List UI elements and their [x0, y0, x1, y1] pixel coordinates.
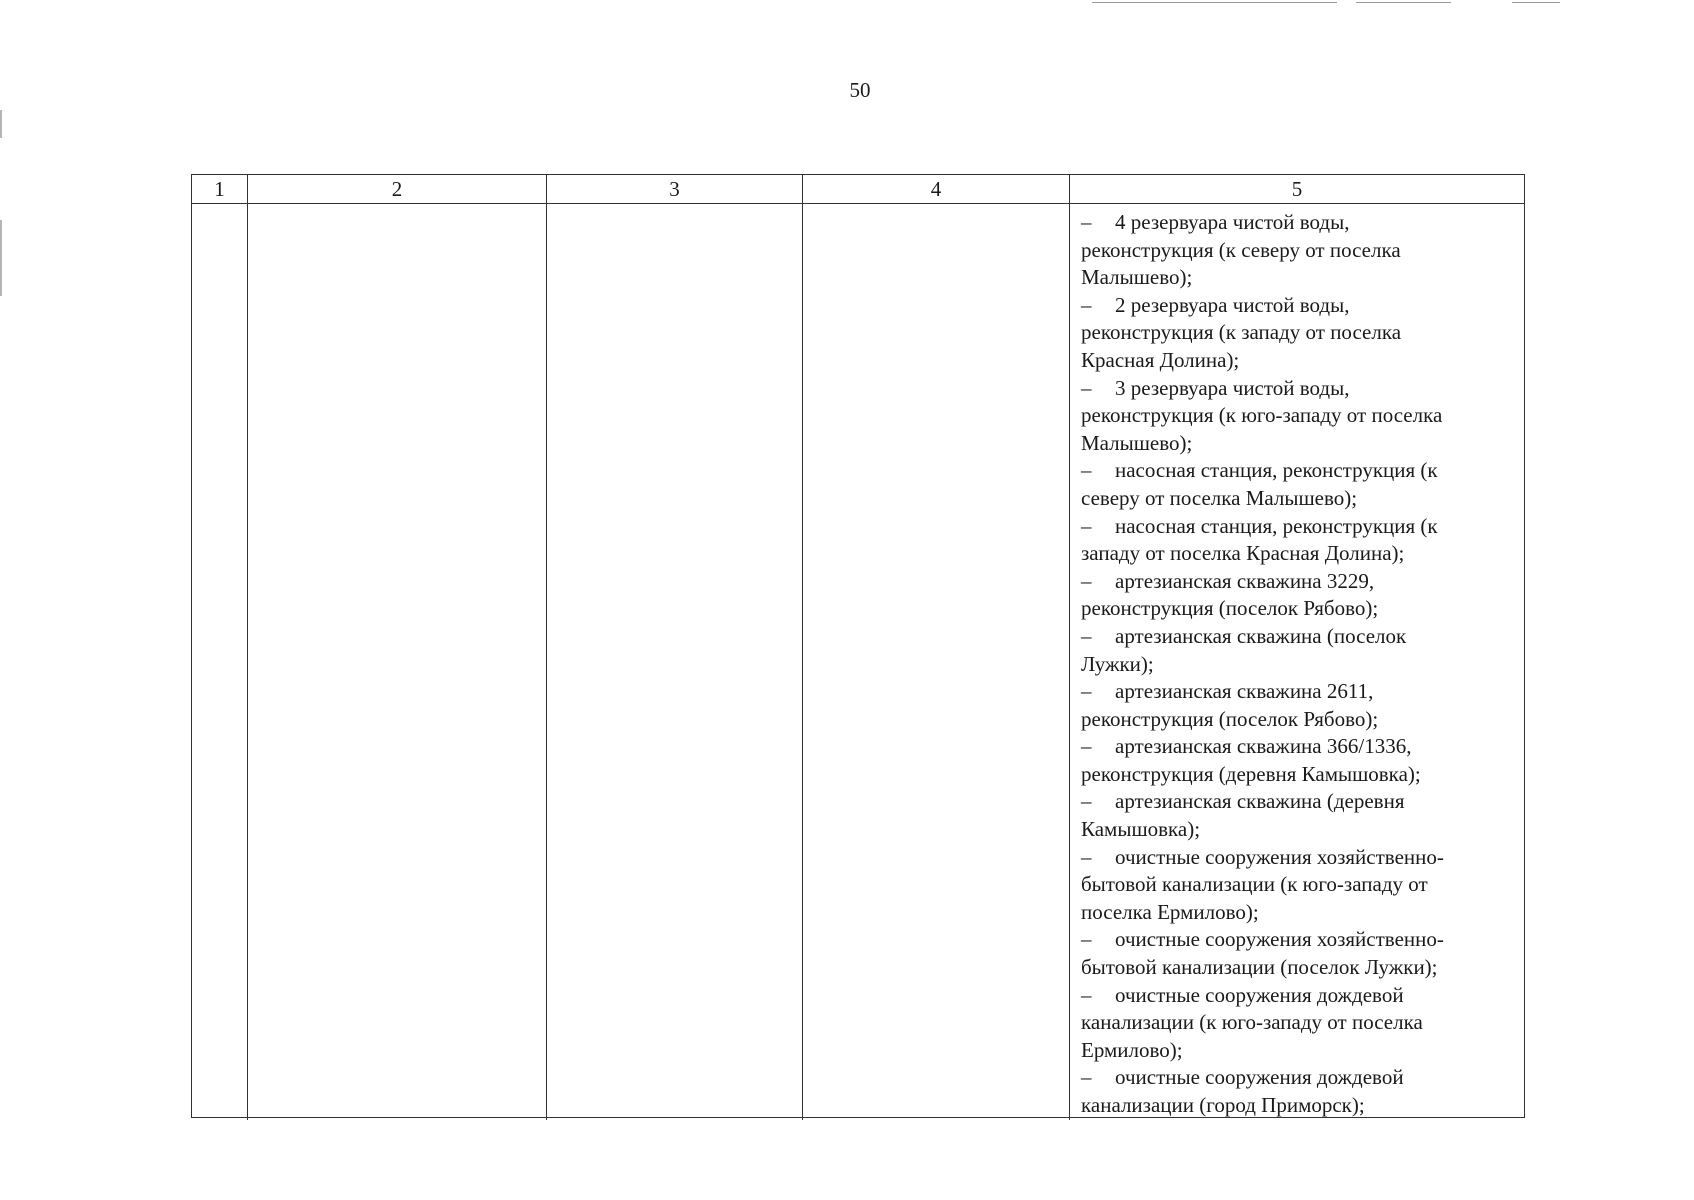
list-item-text: Лужки); — [1081, 651, 1154, 676]
list-item-text: артезианская скважина 3229, — [1115, 568, 1375, 593]
list-item-text: реконструкция (к западу от поселка — [1081, 320, 1402, 345]
list-item — [1081, 375, 1504, 458]
column-header-1: 1 — [192, 175, 248, 203]
list-item-text: очистные сооружения хозяйственно- — [1115, 844, 1444, 869]
table-cell-col2 — [248, 204, 547, 1120]
list-item — [1081, 678, 1504, 733]
list-item — [1081, 568, 1504, 623]
list-dash: – — [1081, 375, 1092, 400]
list-item-text: очистные сооружения хозяйственно- — [1115, 927, 1444, 952]
list-item-text: очистные сооружения дождевой — [1115, 1065, 1404, 1090]
list-item-line — [1081, 1064, 1504, 1092]
page-number: 50 — [849, 78, 871, 102]
column-header-4: 4 — [803, 175, 1070, 203]
list-item-line — [1081, 264, 1504, 292]
list-item-line — [1081, 1037, 1504, 1065]
list-item-line — [1081, 982, 1504, 1010]
list-item — [1081, 788, 1504, 843]
list-item — [1081, 844, 1504, 927]
list-dash: – — [1081, 623, 1092, 648]
list-item — [1081, 292, 1504, 375]
list-item — [1081, 513, 1504, 568]
list-item-line — [1081, 540, 1504, 568]
list-item-line — [1081, 788, 1504, 816]
list-item-text: реконструкция (поселок Рябово); — [1081, 706, 1379, 731]
list-item-text: 3 резервуара чистой воды, — [1115, 375, 1350, 400]
scan-top-edge-line — [1356, 2, 1451, 3]
list-item-text: артезианская скважина (поселок — [1115, 623, 1407, 648]
document-table — [191, 174, 1525, 1118]
list-item-line — [1081, 375, 1504, 403]
column-header-3: 3 — [547, 175, 803, 203]
list-item-text: Красная Долина); — [1081, 347, 1240, 372]
table-header-row — [192, 175, 1524, 204]
list-item-text: насосная станция, реконструкция (к — [1115, 458, 1438, 483]
list-item-text: поселка Ермилово); — [1081, 899, 1259, 924]
list-item-line — [1081, 954, 1504, 982]
list-item-line — [1081, 623, 1504, 651]
list-dash: – — [1081, 982, 1092, 1007]
list-item-text: Малышево); — [1081, 265, 1193, 290]
list-item-text: западу от поселка Красная Долина); — [1081, 541, 1405, 566]
list-item-text: артезианская скважина (деревня — [1115, 789, 1405, 814]
list-item-text: реконструкция (к северу от поселка — [1081, 237, 1401, 262]
column-header-2: 2 — [248, 175, 547, 203]
list-item-line — [1081, 871, 1504, 899]
table-cell-col1 — [192, 204, 248, 1120]
scan-left-edge-mark — [0, 110, 2, 138]
list-item-text: реконструкция (к юго-западу от поселка — [1081, 403, 1443, 428]
list-item-text: артезианская скважина 366/1336, — [1115, 734, 1412, 759]
list-item-line — [1081, 816, 1504, 844]
list-dash: – — [1081, 210, 1092, 234]
list-item-line — [1081, 319, 1504, 347]
list-dash: – — [1081, 568, 1092, 593]
list-item-text: Ермилово); — [1081, 1037, 1183, 1062]
list-item-line — [1081, 706, 1504, 734]
list-item-text: очистные сооружения дождевой — [1115, 982, 1404, 1007]
list-item-text: 2 резервуара чистой воды, — [1115, 292, 1350, 317]
list-item-text: канализации (город Приморск); — [1081, 1093, 1365, 1117]
table-cell-col4 — [803, 204, 1070, 1120]
list-dash: – — [1081, 1065, 1092, 1090]
table-cell-col5 — [1070, 204, 1524, 1120]
list-item — [1081, 733, 1504, 788]
list-dash: – — [1081, 927, 1092, 952]
list-item-line — [1081, 457, 1504, 485]
list-item-line — [1081, 899, 1504, 927]
list-item-line — [1081, 402, 1504, 430]
list-item — [1081, 926, 1504, 981]
list-item-line — [1081, 237, 1504, 265]
list-item-line — [1081, 1009, 1504, 1037]
list-item-line — [1081, 733, 1504, 761]
scan-top-edge-line — [1092, 2, 1337, 3]
list-item-line — [1081, 1092, 1504, 1120]
list-item-text: бытовой канализации (к юго-западу от — [1081, 872, 1428, 897]
list-dash: – — [1081, 458, 1092, 483]
list-item-line — [1081, 595, 1504, 623]
table-cell-col3 — [547, 204, 803, 1120]
list-item-line — [1081, 430, 1504, 458]
list-item-line — [1081, 926, 1504, 954]
list-item-text: канализации (к юго-западу от поселка — [1081, 1010, 1423, 1035]
list-dash: – — [1081, 513, 1092, 538]
list-item-line — [1081, 347, 1504, 375]
list-item-line — [1081, 678, 1504, 706]
list-item-text: реконструкция (поселок Рябово); — [1081, 596, 1379, 621]
list-item-line — [1081, 568, 1504, 596]
list-item-text: реконструкция (деревня Камышовка); — [1081, 761, 1421, 786]
list-item-line — [1081, 761, 1504, 789]
list-item-line — [1081, 292, 1504, 320]
list-item — [1081, 623, 1504, 678]
object-list — [1070, 204, 1524, 1120]
list-item-text: Малышево); — [1081, 430, 1193, 455]
list-item-text: бытовой канализации (поселок Лужки); — [1081, 955, 1438, 980]
list-dash: – — [1081, 292, 1092, 317]
list-dash: – — [1081, 734, 1092, 759]
list-item-text: северу от поселка Малышево); — [1081, 485, 1358, 510]
table-row — [192, 204, 1524, 1120]
list-item-text: 4 резервуара чистой воды, — [1115, 210, 1350, 234]
list-dash: – — [1081, 789, 1092, 814]
list-item — [1081, 209, 1504, 292]
list-item — [1081, 457, 1504, 512]
scan-left-edge-mark — [0, 220, 2, 296]
list-item-text: насосная станция, реконструкция (к — [1115, 513, 1438, 538]
list-item-line — [1081, 513, 1504, 541]
list-item-line — [1081, 209, 1504, 237]
list-item-line — [1081, 844, 1504, 872]
list-item — [1081, 1064, 1504, 1119]
list-item-line — [1081, 651, 1504, 679]
list-item — [1081, 982, 1504, 1065]
list-item-text: артезианская скважина 2611, — [1115, 679, 1374, 704]
list-item-text: Камышовка); — [1081, 817, 1201, 842]
column-header-5: 5 — [1291, 177, 1303, 201]
list-dash: – — [1081, 679, 1092, 704]
list-dash: – — [1081, 844, 1092, 869]
scan-top-edge-line — [1512, 2, 1560, 3]
list-item-line — [1081, 485, 1504, 513]
